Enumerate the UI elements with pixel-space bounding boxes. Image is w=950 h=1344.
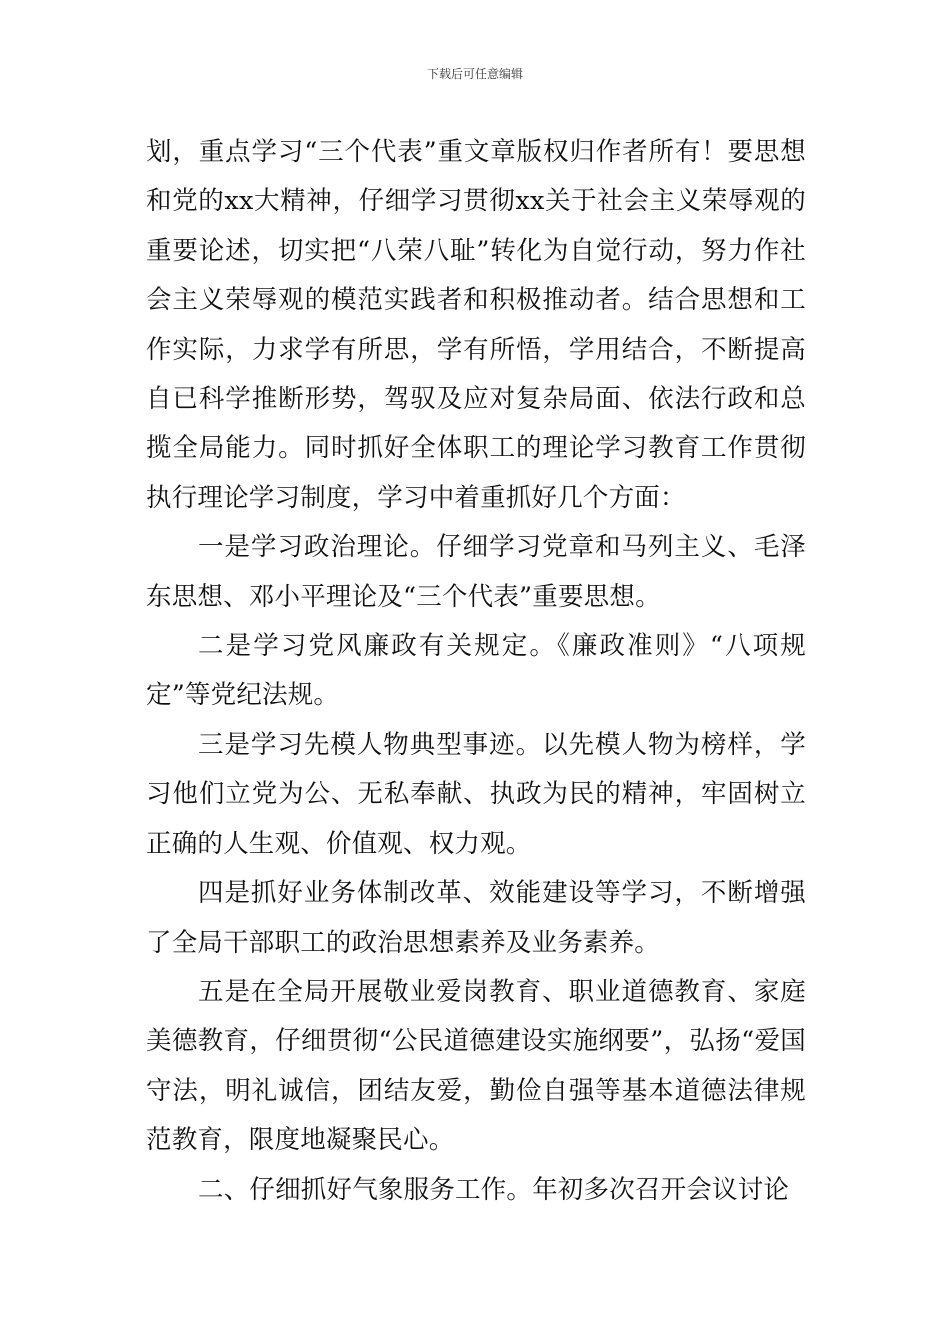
paragraph-item-2: 二是学习党风廉政有关规定。《廉政准则》“八项规定”等党纪法规。 [146, 631, 806, 711]
paragraph-item-1: 一是学习政治理论。仔细学习党章和马列主义、毛泽东思想、邓小平理论及“三个代表”重要思想。 [146, 532, 806, 612]
paragraph-item-4: 四是抓好业务体制改革、效能建设等学习，不断增强了全局干部职工的政治思想素养及业务素养。 [146, 878, 806, 958]
paragraph-section-2: 二、仔细抓好气象服务工作。年初多次召开会议讨论 [198, 1174, 790, 1205]
paragraph-item-5: 五是在全局开展敬业爱岗教育、职业道德教育、家庭美德教育，仔细贯彻“公民道德建设实施纲要”，弘扬“爱国守法，明礼诚信，团结友爱，勤俭自强等基本道德法律规范教育，限度地凝聚民心。 [146, 976, 806, 1156]
page-header: 下载后可任意编辑 [426, 67, 523, 81]
paragraph-item-3: 三是学习先模人物典型事迹。以先模人物为榜样，学习他们立党为公、无私奉献、执政为民的精神，牢固树立正确的人生观、价值观、权力观。 [146, 729, 806, 859]
document-body [146, 128, 806, 1215]
paragraph-continuation: 划，重点学习“三个代表”重文章版权归作者所有！要思想和党的xx大精神，仔细学习贯彻xx关于社会主义荣辱观的重要论述，切实把“八荣八耻”转化为自觉行动，努力作社会主义荣辱观的模范实践者和积极推动者。结合思想和工作实际，力求学有所思，学有所悟，学用结合，不断提高自已科学推断形势，驾驭及应对复杂局面、依法行政和总揽全局能力。同时抓好全体职工的理论学习教育工作贯彻执行理论学习制度，学习中着重抓好几个方面： [146, 137, 806, 513]
